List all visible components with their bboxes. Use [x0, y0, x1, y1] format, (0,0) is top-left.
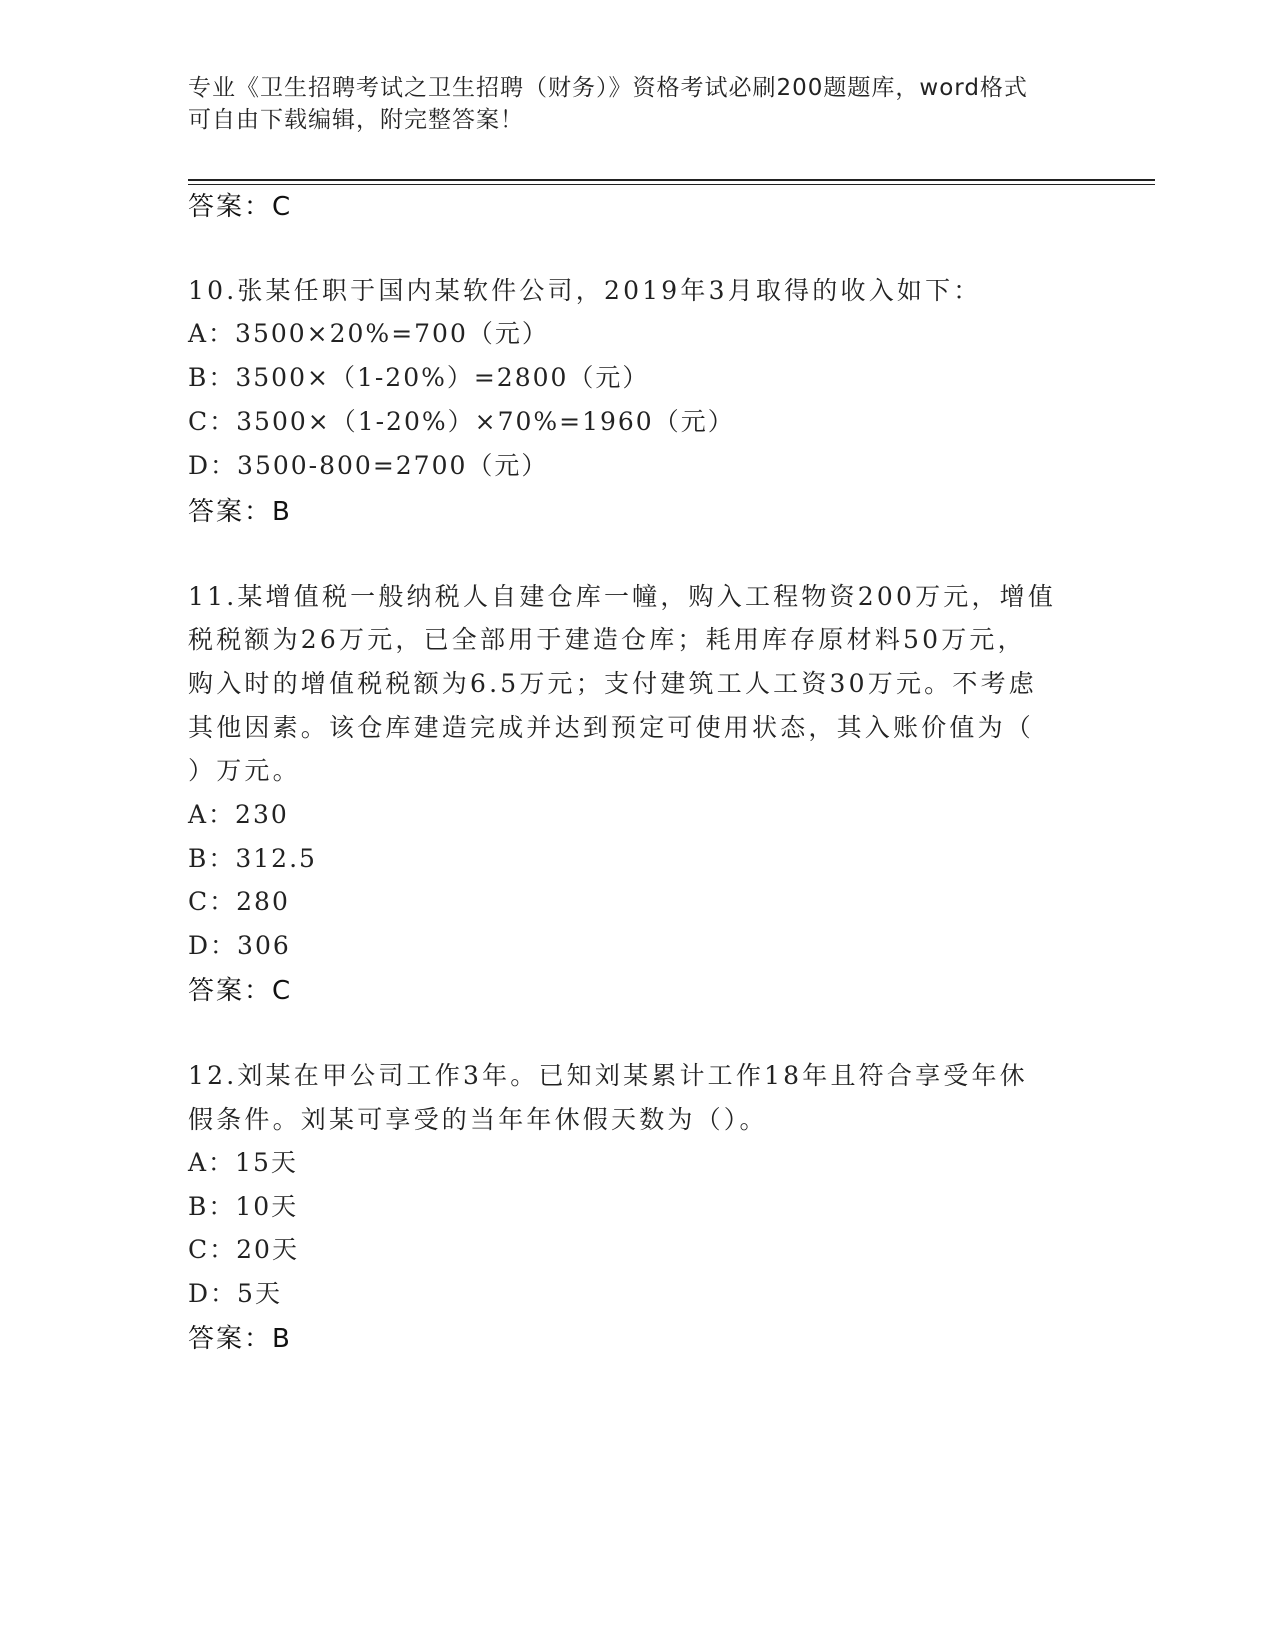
question-10-answer: 答案：B — [188, 497, 292, 527]
header-divider-thick — [188, 179, 1155, 181]
question-11-option-b: B：312.5 — [188, 844, 317, 873]
header-title-line-2: 可自由下载编辑，附完整答案！ — [188, 107, 524, 133]
question-11-option-d: D：306 — [188, 931, 291, 960]
question-10-option-a: A：3500×20%=700（元） — [188, 319, 549, 348]
question-11-stem-line-2: 税税额为26万元，已全部用于建造仓库；耗用库存原材料50万元， — [188, 625, 1026, 654]
question-10-option-c: C：3500×（1-20%）×70%=1960（元） — [188, 407, 735, 436]
answer-previous: 答案：C — [188, 192, 293, 222]
question-12-option-b: B：10天 — [188, 1192, 299, 1221]
question-10-option-b: B：3500×（1-20%）=2800（元） — [188, 363, 650, 392]
question-12-stem-line-2: 假条件。刘某可享受的当年年休假天数为（）。 — [188, 1105, 768, 1134]
document-header — [188, 72, 1088, 136]
question-11-option-a: A：230 — [188, 800, 289, 829]
question-12-stem-line-1: 12.刘某在甲公司工作3年。已知刘某累计工作18年且符合享受年休 — [188, 1061, 1028, 1090]
question-11-stem-line-5: ）万元。 — [188, 756, 301, 785]
question-12-option-c: C：20天 — [188, 1235, 299, 1264]
question-12-answer: 答案：B — [188, 1324, 292, 1354]
question-10-option-d: D：3500-800=2700（元） — [188, 451, 549, 480]
header-divider-thin — [188, 184, 1155, 185]
question-12-option-d: D：5天 — [188, 1279, 282, 1308]
question-11-stem-line-1: 11.某增值税一般纳税人自建仓库一幢，购入工程物资200万元，增值 — [188, 582, 1057, 611]
header-title-line-1: 专业《卫生招聘考试之卫生招聘（财务）》资格考试必刷200题题库，word格式 — [188, 75, 1028, 101]
question-11-stem-line-4: 其他因素。该仓库建造完成并达到预定可使用状态，其入账价值为（ — [188, 713, 1035, 742]
question-11-stem-line-3: 购入时的增值税税额为6.5万元；支付建筑工人工资30万元。不考虑 — [188, 669, 1037, 698]
question-10-stem: 10.张某任职于国内某软件公司，2019年3月取得的收入如下： — [188, 276, 982, 305]
question-11-answer: 答案：C — [188, 976, 293, 1006]
question-11-option-c: C：280 — [188, 887, 290, 916]
question-12-option-a: A：15天 — [188, 1148, 298, 1177]
